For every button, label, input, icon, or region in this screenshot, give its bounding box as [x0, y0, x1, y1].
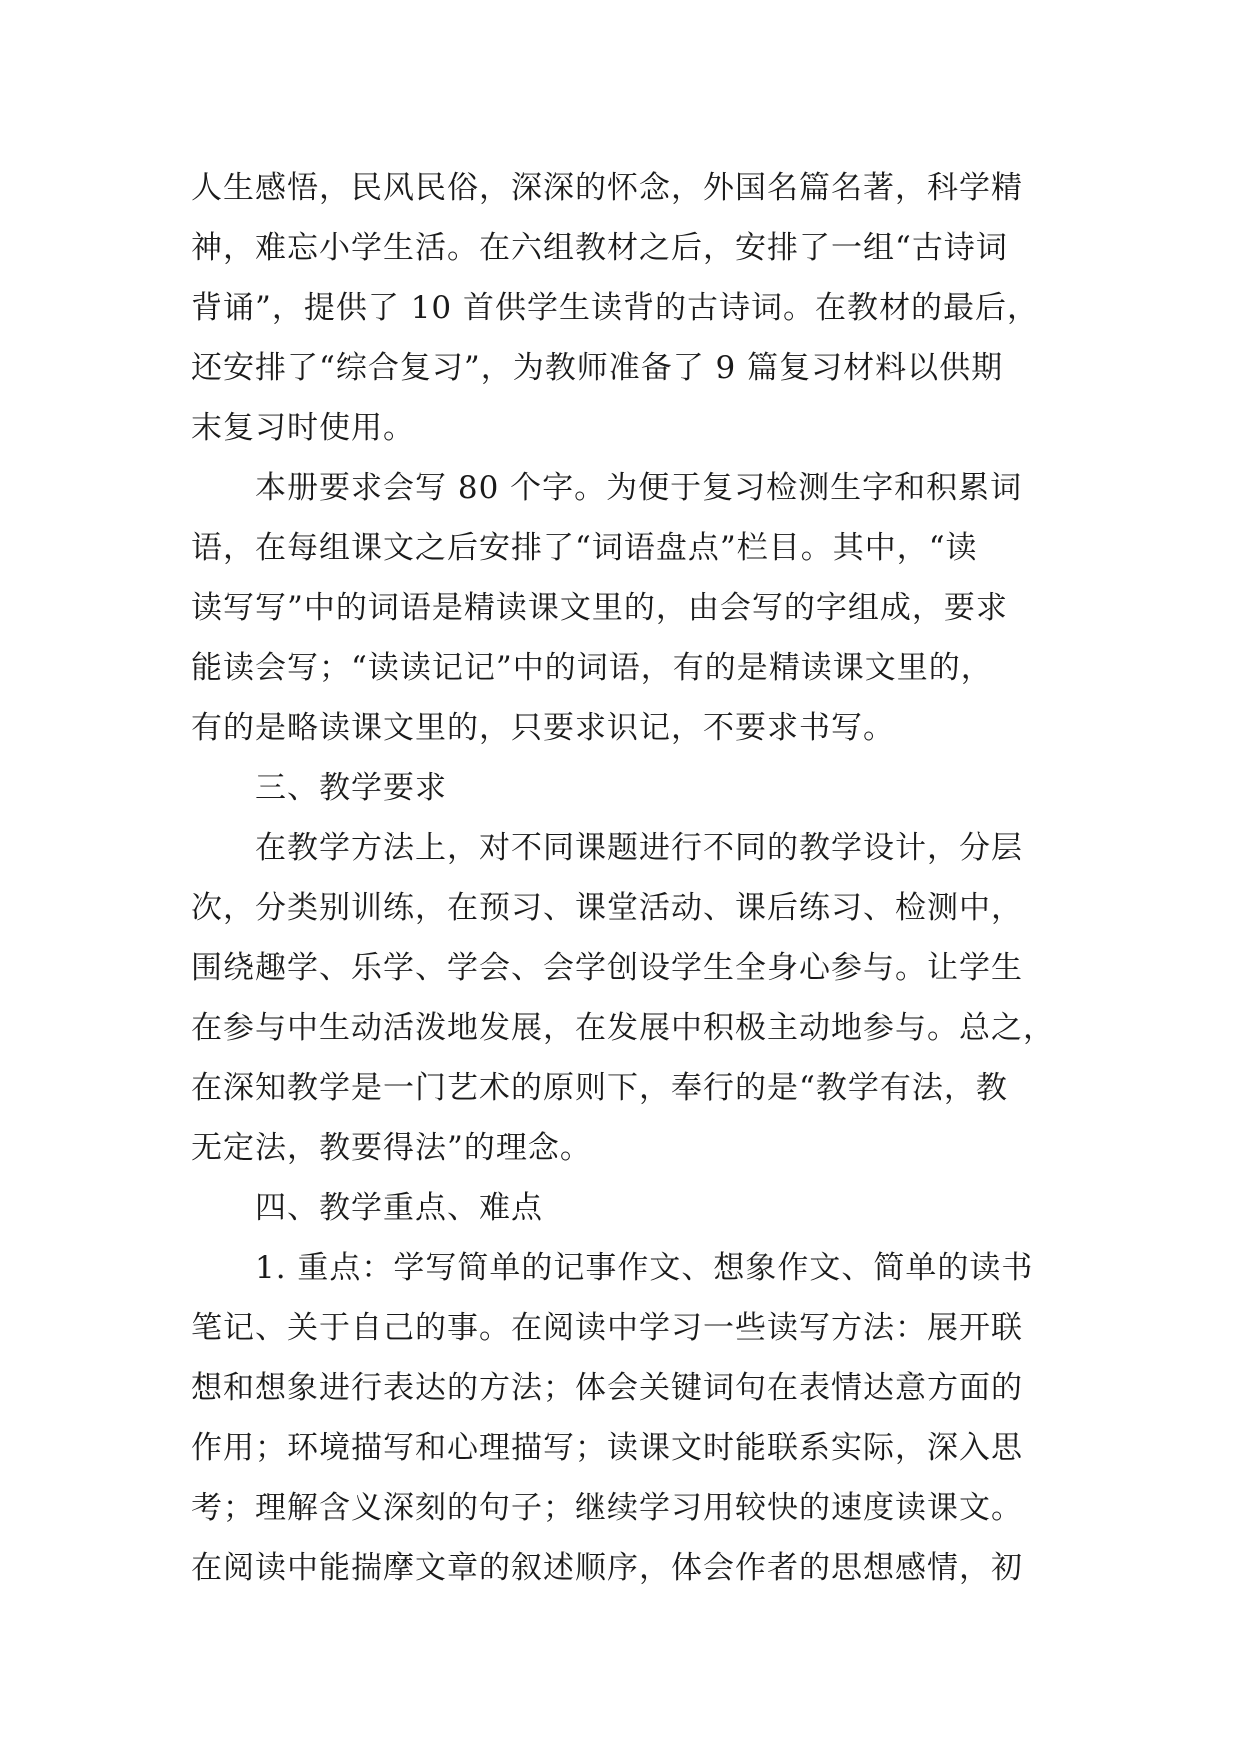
- text-line: 在深知教学是一门艺术的原则下，奉行的是“教学有法，教: [191, 1070, 1008, 1106]
- document-body: [191, 158, 1061, 1598]
- section-heading: 四、教学重点、难点: [255, 1190, 543, 1226]
- text-line: 想和想象进行表达的方法；体会关键词句在表情达意方面的: [191, 1370, 1023, 1406]
- text-line: 能读会写；“读读记记”中的词语，有的是精读课文里的，: [191, 650, 993, 686]
- text-line: 笔记、关于自己的事。在阅读中学习一些读写方法：展开联: [191, 1310, 1023, 1346]
- section-heading: 三、教学要求: [255, 770, 447, 806]
- paragraph-start-line: 在教学方法上，对不同课题进行不同的教学设计，分层: [255, 830, 1023, 866]
- text-line: 考；理解含义深刻的句子；继续学习用较快的速度读课文。: [191, 1490, 1023, 1526]
- text-line: 读写写”中的词语是精读课文里的，由会写的字组成，要求: [191, 590, 1008, 626]
- text-line: 背诵”，提供了 10 首供学生读背的古诗词。在教材的最后，: [191, 290, 1039, 326]
- text-line: 有的是略读课文里的，只要求识记，不要求书写。: [191, 710, 895, 746]
- text-line: 还安排了“综合复习”，为教师准备了 9 篇复习材料以供期: [191, 350, 1004, 386]
- text-line: 神，难忘小学生活。在六组教材之后，安排了一组“古诗词: [191, 230, 1008, 266]
- text-line: 次，分类别训练，在预习、课堂活动、课后练习、检测中，: [191, 890, 1023, 926]
- text-line: 语，在每组课文之后安排了“词语盘点”栏目。其中，“读: [191, 530, 978, 566]
- text-line: 在阅读中能揣摩文章的叙述顺序，体会作者的思想感情，初: [191, 1550, 1023, 1586]
- text-line: 在参与中生动活泼地发展，在发展中积极主动地参与。总之，: [191, 1010, 1055, 1046]
- text-line: 围绕趣学、乐学、学会、会学创设学生全身心参与。让学生: [191, 950, 1023, 986]
- text-line: 无定法，教要得法”的理念。: [191, 1130, 592, 1166]
- text-line: 作用；环境描写和心理描写；读课文时能联系实际，深入思: [191, 1430, 1023, 1466]
- text-line: 末复习时使用。: [191, 410, 415, 446]
- paragraph-start-line: 本册要求会写 80 个字。为便于复习检测生字和积累词: [255, 470, 1023, 506]
- text-line: 人生感悟，民风民俗，深深的怀念，外国名篇名著，科学精: [191, 170, 1023, 206]
- paragraph-start-line: 1. 重点：学写简单的记事作文、想象作文、简单的读书: [255, 1250, 1034, 1286]
